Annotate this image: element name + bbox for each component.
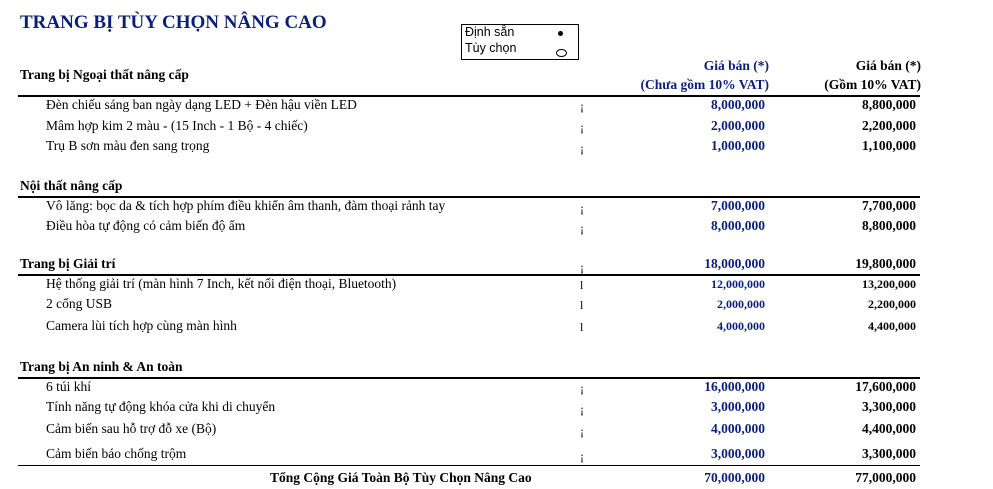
price-incl-vat: 13,200,000 [862,277,916,291]
section-title-entertainment: Trang bị Giải trí [20,256,116,271]
option-mark-icon: l [580,320,584,334]
table-row-label: Đèn chiếu sáng ban ngày dạng LED + Đèn hậu viền LED [46,97,357,112]
table-row-label: Mâm hợp kim 2 màu - (15 Inch - 1 Bộ - 4 chiếc) [46,118,308,133]
col-price-incl-header-2: (Gồm 10% VAT) [824,77,921,92]
price-incl-vat: 7,700,000 [862,198,916,213]
price-incl-vat: 3,300,000 [862,446,916,461]
price-excl-vat: 3,000,000 [711,446,765,461]
table-row-label: Cảm biến báo chống trộm [46,446,187,461]
col-price-excl-header-2: (Chưa gồm 10% VAT) [640,77,769,92]
price-excl-vat: 2,000,000 [717,297,765,311]
price-incl-vat: 3,300,000 [862,399,916,414]
price-excl-vat: 8,000,000 [711,97,765,112]
section-title-safety: Trang bị An ninh & An toàn [20,359,183,374]
filled-dot-icon [558,31,563,36]
col-price-incl-header-1: Giá bán (*) [855,58,921,73]
price-incl-vat: 2,200,000 [868,297,916,311]
table-row-label: Trụ B sơn màu đen sang trọng [46,138,210,153]
section-title-interior: Nội thất nâng cấp [20,178,123,193]
price-excl-vat: 4,000,000 [711,421,765,436]
table-row-label: Hệ thống giải trí (màn hình 7 Inch, kết nối điện thoại, Bluetooth) [46,276,397,291]
option-mark-icon: ¡ [580,99,584,113]
total-label: Tổng Cộng Giá Toàn Bộ Tùy Chọn Nâng Cao [270,470,532,485]
price-excl-vat: 18,000,000 [704,256,765,271]
option-mark-icon: ¡ [580,449,584,463]
price-excl-vat: 7,000,000 [711,198,765,213]
legend-box [461,24,579,60]
price-incl-vat: 4,400,000 [862,421,916,436]
legend-optional-label: Tùy chọn [465,41,517,55]
price-excl-vat: 8,000,000 [711,218,765,233]
hollow-circle-icon [556,49,567,57]
total-price-incl-vat: 77,000,000 [855,470,916,485]
option-mark-icon: ¡ [580,141,584,155]
table-row-label: Cảm biến sau hỗ trợ đỗ xe (Bộ) [46,421,217,436]
price-incl-vat: 8,800,000 [862,218,916,233]
table-row-label: Điều hòa tự động có cảm biến độ ẩm [46,218,246,233]
option-mark-icon: ¡ [580,221,584,235]
section-title-exterior: Trang bị Ngoại thất nâng cấp [20,67,189,82]
col-price-excl-header-1: Giá bán (*) [703,58,769,73]
option-mark-icon: l [580,278,584,292]
price-incl-vat: 8,800,000 [862,97,916,112]
option-mark-icon: ¡ [580,424,584,438]
table-row-label: Tính năng tự động khóa cửa khi di chuyển [46,399,276,414]
price-incl-vat: 2,200,000 [862,118,916,133]
table-row-label: 6 túi khí [46,379,92,394]
price-incl-vat: 17,600,000 [855,379,916,394]
table-row-label: Vô lăng: bọc da & tích hợp phím điều khiển âm thanh, đàm thoại rảnh tay [46,198,446,213]
price-excl-vat: 4,000,000 [717,319,765,333]
option-mark-icon: ¡ [580,381,584,395]
price-excl-vat: 2,000,000 [711,118,765,133]
total-price-excl-vat: 70,000,000 [704,470,765,485]
option-mark-icon: ¡ [580,120,584,134]
option-mark-icon: ¡ [580,402,584,416]
option-mark-icon: ¡ [580,201,584,215]
legend-preset-label: Định sẵn [465,25,515,39]
price-excl-vat: 1,000,000 [711,138,765,153]
option-mark-icon: l [580,298,584,312]
total-divider [18,465,920,466]
price-incl-vat: 4,400,000 [868,319,916,333]
table-row-label: 2 cổng USB [46,296,113,311]
table-row-label: Camera lùi tích hợp cùng màn hình [46,318,237,333]
section-divider [18,377,920,379]
price-excl-vat: 16,000,000 [704,379,765,394]
price-incl-vat: 1,100,000 [862,138,916,153]
option-mark-icon: ¡ [580,260,584,274]
page-title: TRANG BỊ TÙY CHỌN NÂNG CAO [20,12,327,33]
price-incl-vat: 19,800,000 [855,256,916,271]
price-excl-vat: 12,000,000 [711,277,765,291]
price-excl-vat: 3,000,000 [711,399,765,414]
